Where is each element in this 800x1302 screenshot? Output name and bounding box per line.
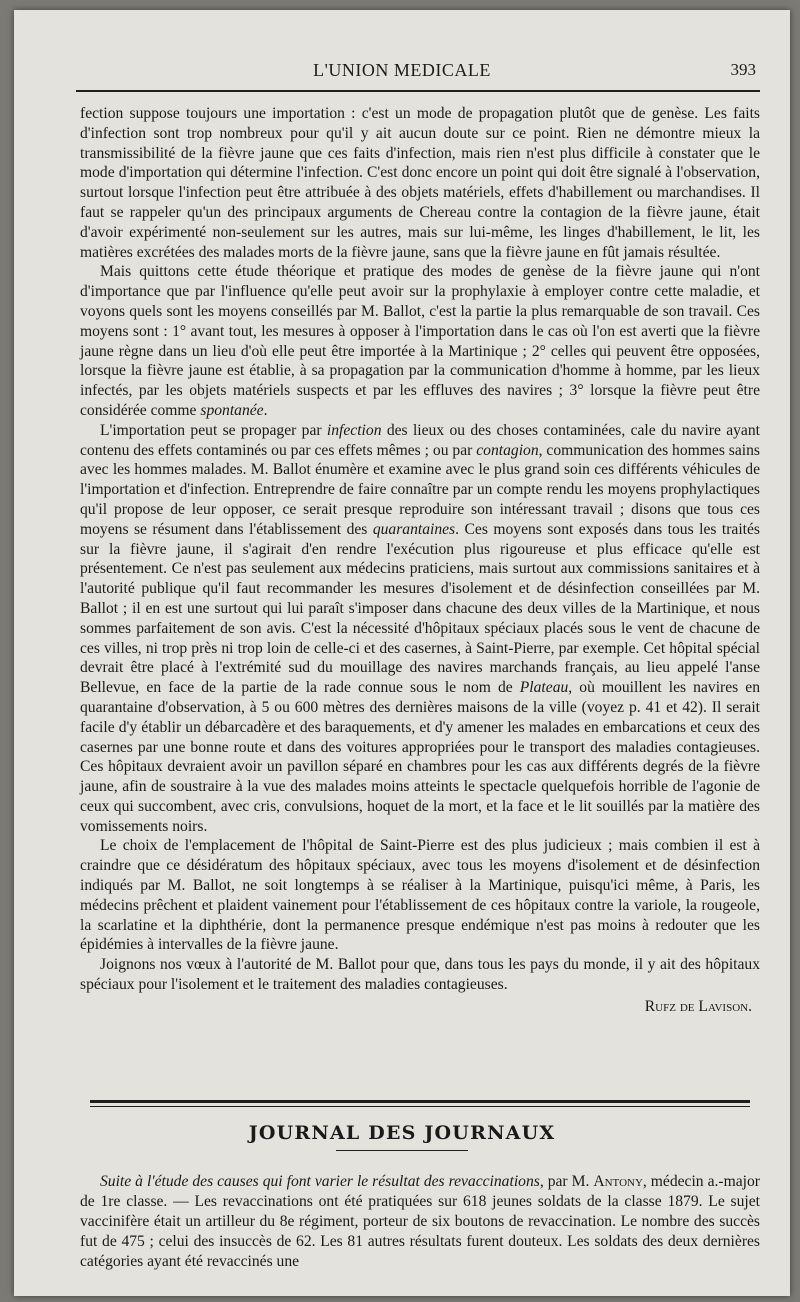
page-number: 393	[730, 60, 756, 79]
journal-paragraph	[80, 1172, 760, 1272]
italic-text: quarantaines	[372, 520, 456, 538]
text-run: Le choix de l'emplacement de l'hôpital de Saint-Pierre est des plus judicieux ; mais combien il est à craindre que ce désidératum des hôpitaux spéciaux, avec tous les moyens d'isolement et de désinfection indiqués par M. Ballot, ne soit longtemps à se réaliser à la Martinique, puisqu'ici même, à Paris, les médecins prêchent et plaident vainement pour l'établissement de ces hôpitaux contre la variole, la rougeole, la scarlatine et la diphthérie, dont la permanence presque endémique n'est pas moins à redouter que les épidémies à intervalles de la fièvre jaune.	[80, 837, 760, 954]
text-run: .	[263, 401, 268, 419]
text-run: des lieux ou des choses contaminées, cale du navire ayant contenu des effets contaminés ou par ces effets mêmes ; ou par	[80, 421, 760, 459]
text-run: L'importation peut se propager par	[100, 421, 327, 439]
text-run: . Ces moyens sont exposés dans tous les traités sur la fièvre jaune, il s'agirait d'en rendre l'exécution plus rigoureuse et plus efficace qu'elle est présentement. Ce n'est pas seulement aux médecins praticiens, mais surtout aux commissions sanitaires et à l'autorité publique qu'il faut recommander les mesures d'isolement et de désinfection conseillées par M. Ballot ; il en est une surtout qui lui paraît s'imposer dans chacune des deux villes de la Martinique, et nous sommes parfaitement de son avis. C'est la nécessité d'hôpitaux spéciaux placés sous le vent de chacune de ces villes, ni trop près ni trop loin de celle-ci et des casernes, à Saint-Pierre, par exemple. Cet hôpital spécial devrait être placé à l'extrémité sud du mouillage des navires marchands français, au lieu appelé l'anse Bellevue, en face de la partie de la rade connue sous le nom de	[80, 520, 761, 697]
article-paragraph	[80, 421, 760, 837]
text-run: Mais quittons cette étude théorique et pratique des modes de genèse de la fièvre jaune qui n'ont d'importance que par l'influence qu'elle peut avoir sur la prophylaxie à employer contre cette maladie, et voyons quels sont les moyens conseillés par M. Ballot, c'est la partie la plus remarquable de son travail. Ces moyens sont : 1° avant tout, les mesures à opposer à l'importation dans le cas où l'on est averti que la fièvre jaune règne dans un lieu d'où elle peut être importée à la Martinique ; 2° celles qui peuvent être opposées, lorsque la fièvre jaune est établie, à sa propagation par la communication d'homme à homme, par les lieux infectés, par les objets matériels suspects et par les effluves des navires ; 3° lorsque la fièvre peut être considérée comme	[80, 263, 760, 419]
section-title-underline	[336, 1150, 468, 1151]
italic-text: contagion	[476, 441, 539, 459]
journal-title: L'UNION MEDICALE	[313, 60, 491, 80]
section-rule-top	[90, 1100, 750, 1103]
text-run: , médecin a.-major de 1re classe. — Les revaccinations ont été pratiquées sur 618 jeunes soldats de la classe 1879. Le sujet vaccinifère était un artilleur du 8e régiment, porteur de six boutons de revaccination. Le nombre des succès fut de 475 ; celui des insuccès de 62. Les 81 autres résultats furent douteux. Les soldats des deux dernières catégories ayant été revaccinés une	[80, 1173, 760, 1270]
text-run: , où mouillent les navires en quarantaine d'observation, à 5 ou 600 mètres des dernières maisons de la ville (voyez p. 41 et 42). Il serait facile d'y établir un débarcadère et des baraquements, et d'y amener les malades en embarcations et ceux des casernes par une bonne route et dans des voitures appropriées pour le transport des maladies contagieuses. Ces hôpitaux devraient avoir un pavillon séparé en chambres pour les cas aux différents degrés de la fièvre jaune, afin de soustraire à la vue des malades moins atteints le spectacle quelquefois horrible de l'agonie de ceux qui succombent, avec cris, convulsions, hoquet de la mort, et la face et le lit souillés par la matière des vomissements noirs.	[80, 679, 761, 835]
article-signature: Rufz de Lavison.	[644, 997, 752, 1015]
italic-text: infection	[326, 421, 382, 439]
article-paragraph	[80, 955, 760, 995]
article-paragraph	[80, 104, 760, 262]
journal-body	[80, 1172, 760, 1272]
section-title: JOURNAL DES JOURNAUX	[248, 1122, 556, 1144]
article-paragraph	[80, 262, 760, 420]
article-paragraph	[80, 836, 760, 955]
page	[14, 10, 790, 1296]
italic-text: spontanée	[200, 401, 264, 419]
article-body	[80, 104, 760, 1017]
section-rule-bottom	[90, 1106, 750, 1107]
running-head	[14, 58, 790, 88]
small-caps-text: Antony	[593, 1173, 643, 1190]
text-run: Joignons nos vœux à l'autorité de M. Ballot pour que, dans tous les pays du monde, il y ait des hôpitaux spéciaux pour l'isolement et le traitement des maladies contagieuses.	[80, 956, 760, 994]
italic-text: Suite à l'étude des causes qui font varier le résultat des revaccinations	[100, 1173, 540, 1190]
text-run: , communication des hommes sains avec les hommes malades. M. Ballot énumère et examine avec le plus grand soin ces différents véhicules de l'importation et d'infection. Entreprendre de faire connaître par un compte rendu les moyens prophylactiques qu'il propose de leur opposer, ce serait presque reproduire son intéressant travail ; disons que tous ces moyens se résument dans l'établissement des	[80, 441, 760, 538]
text-run: fection suppose toujours une importation : c'est un mode de propagation plutôt que de genèse. Les faits d'infection sont trop nombreux pour qu'il y ait aucun doute sur ce point. Rien ne démontre mieux la transmissibilité de la fièvre jaune que ces faits d'infection, mais rien n'est plus difficile à constater que le mode d'importation qui détermine l'infection. C'est donc encore un point qui doit être signalé à l'observation, surtout lorsque l'infection peut être attribuée à des objets matériels, effets d'habillement ou marchandises. Il faut se rappeler qu'un des principaux arguments de Chereau contre la contagion de la fièvre jaune, était d'avoir expérimenté non-seulement sur les autres, mais sur lui-même, les linges d'habillement, le lit, les matières excrétées des malades morts de la fièvre jaune, sans que la fièvre jaune en fût jamais résultée.	[80, 105, 760, 261]
italic-text: Plateau	[519, 679, 569, 697]
text-run: , par M.	[539, 1173, 594, 1190]
header-rule	[76, 90, 760, 92]
